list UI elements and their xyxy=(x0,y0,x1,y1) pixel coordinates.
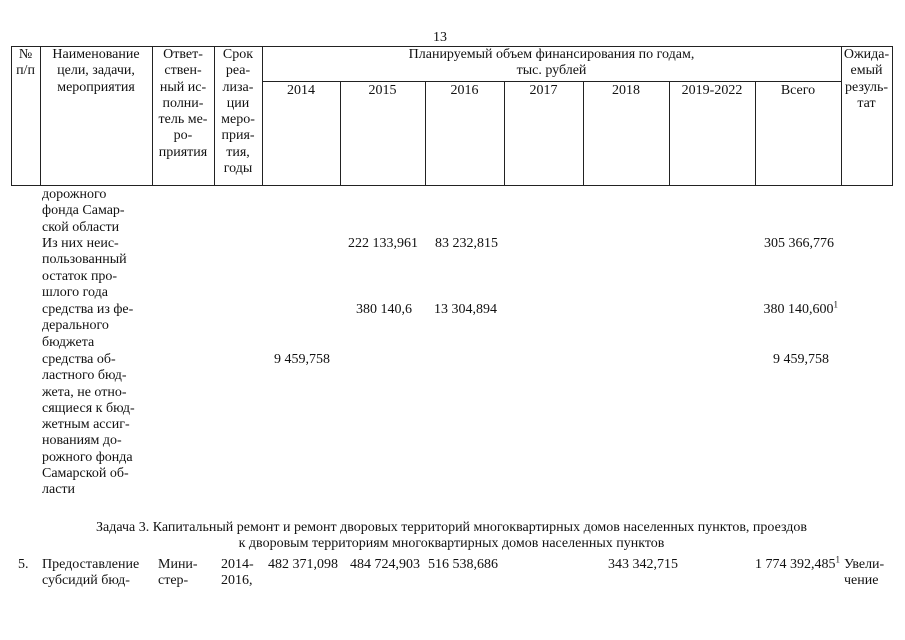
row-federal-2015: 380 140,6 xyxy=(356,302,412,317)
row5-2019-2022: 343 342,715 xyxy=(608,557,678,572)
row5-2015: 484 724,903 xyxy=(350,557,420,572)
row5-num: 5. xyxy=(18,557,29,572)
row5-2016: 516 538,686 xyxy=(428,557,498,572)
row5-name: Предоставление субсидий бюд- xyxy=(42,557,140,589)
row-unused-balance-2016: 83 232,815 xyxy=(435,236,498,251)
header-year-2019-2022: 2019-2022 xyxy=(681,83,743,98)
row-federal-2016: 13 304,894 xyxy=(434,302,497,317)
row-federal-name: средства из фе- дерального бюджета xyxy=(42,302,134,350)
row5-2014: 482 371,098 xyxy=(268,557,338,572)
header-total: Всего xyxy=(780,83,816,98)
header-year-2016: 2016 xyxy=(450,83,479,98)
footnote-mark: 1 xyxy=(835,554,840,565)
row5-responsible: Мини- стер- xyxy=(158,557,198,589)
row-regional-2014: 9 459,758 xyxy=(274,352,330,367)
row-road-fund-name: дорожного фонда Самар- ской области xyxy=(42,187,125,235)
row5-term: 2014- 2016, xyxy=(221,557,254,589)
header-year-2015: 2015 xyxy=(368,83,397,98)
col-border-right xyxy=(892,46,893,186)
header-year-2017: 2017 xyxy=(529,83,558,98)
header-name: Наименование цели, задачи, мероприятия xyxy=(52,47,140,95)
header-term: Срок реа- лиза- ции меро- прия- тия, годы xyxy=(221,47,255,177)
header-result: Ожида- емый резуль- тат xyxy=(843,47,890,111)
footnote-mark: 1 xyxy=(833,299,838,310)
page-number: 13 xyxy=(433,30,447,45)
row5-result: Увели- чение xyxy=(844,557,885,589)
row-regional-name: средства об- ластного бюд- жета, не отно- сящиеся к бюд- жетным ассиг- нованиям до- рожного фонда Самарской об- ласти xyxy=(42,352,135,498)
header-year-2018: 2018 xyxy=(612,83,640,98)
row-federal-total: 380 140,600$^1$ xyxy=(763,299,838,317)
row-unused-balance-name: Из них неис- пользованный остаток про- шлого года xyxy=(42,236,127,300)
row-unused-balance-total: 305 366,776 xyxy=(764,236,834,251)
table-header-bottom-border xyxy=(11,185,892,186)
row5-total: 1 774 392,485$^1$ xyxy=(755,554,840,572)
header-responsible: Ответ- ствен- ный ис- полни- тель ме- ро- приятия xyxy=(158,47,208,160)
header-num: № п/п xyxy=(16,47,35,79)
row-unused-balance-2015: 222 133,961 xyxy=(348,236,418,251)
task3-heading: Задача 3. Капитальный ремонт и ремонт дворовых территорий многоквартирных домов населенных пунктов, проездов к дворовым территориям многоквартирных домов населенных пунктов xyxy=(95,520,807,552)
row-regional-total: 9 459,758 xyxy=(773,352,829,367)
header-funding-title: Планируемый объем финансирования по годам, тыс. рублей xyxy=(408,47,695,79)
header-year-2014: 2014 xyxy=(287,83,315,98)
